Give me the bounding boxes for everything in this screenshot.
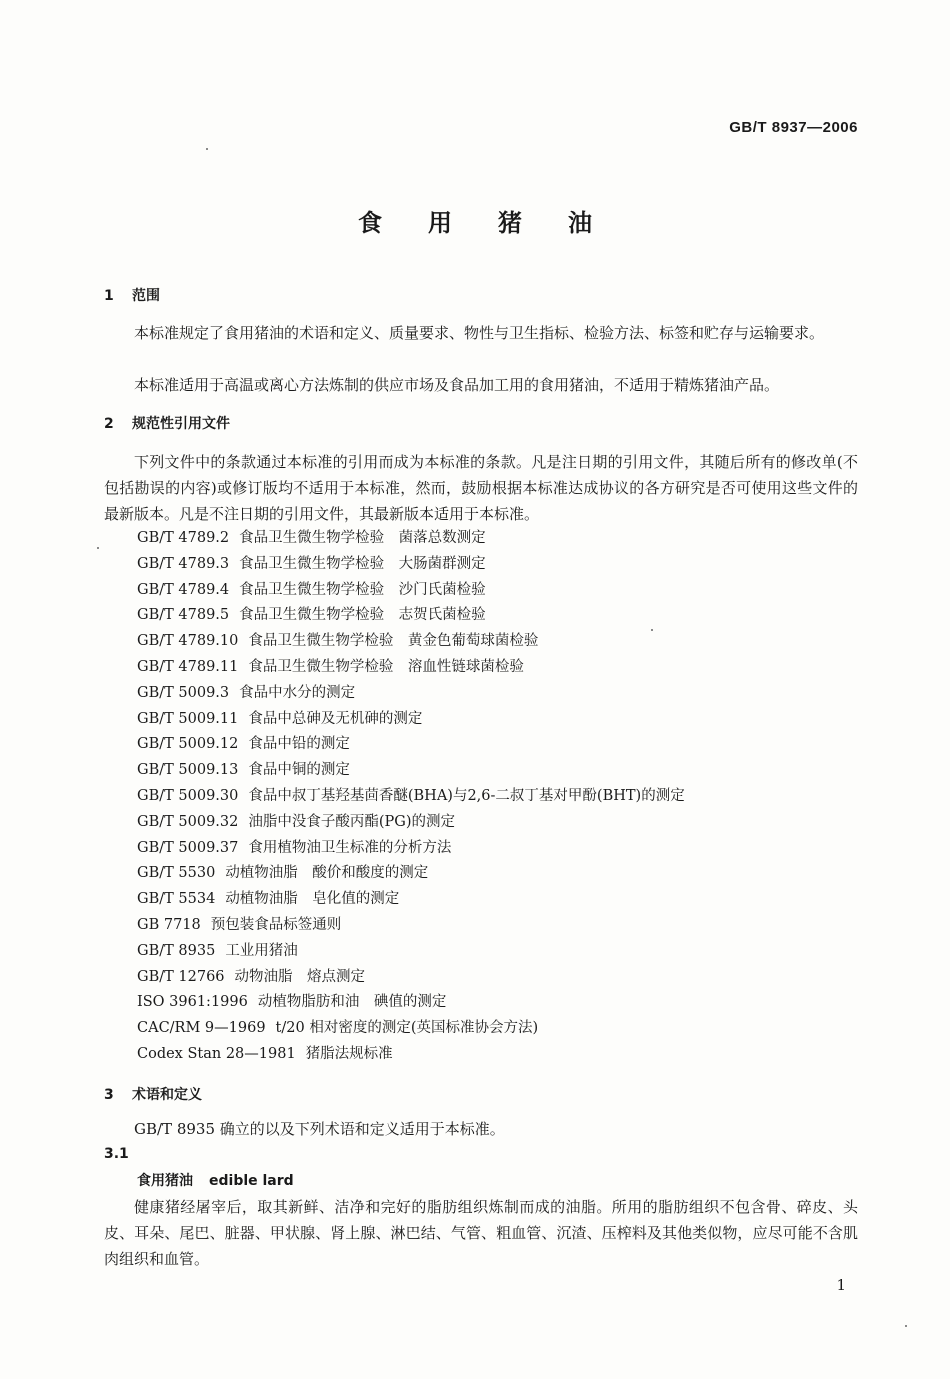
reference-item bbox=[137, 758, 857, 784]
reference-item bbox=[137, 578, 857, 604]
reference-item bbox=[137, 681, 857, 707]
reference-item bbox=[137, 732, 857, 758]
reference-item bbox=[137, 965, 857, 991]
scope-paragraph-2: 本标准适用于高温或离心方法炼制的供应市场及食品加工用的食用猪油，不适用于精炼猪油产品。 bbox=[134, 376, 780, 394]
reference-item bbox=[137, 603, 857, 629]
reference-item bbox=[137, 1016, 857, 1042]
reference-code: GB/T 5530 bbox=[137, 865, 216, 882]
reference-code: GB 7718 bbox=[137, 916, 201, 933]
page-number: 1 bbox=[836, 1276, 846, 1294]
section-title: 规范性引用文件 bbox=[132, 416, 230, 432]
reference-name: 食品卫生微生物学检验 溶血性链球菌检验 bbox=[248, 658, 524, 675]
reference-code: Codex Stan 28—1981 bbox=[137, 1045, 296, 1062]
reference-code: CAC/RM 9—1969 bbox=[137, 1020, 266, 1037]
references-intro: 下列文件中的条款通过本标准的引用而成为本标准的条款。凡是注日期的引用文件，其随后所有的修改单(不包括勘误的内容)或修订版均不适用于本标准，然而，鼓励根据本标准达成协议的各方研究是否可使用这些文件的最新版本。凡是不注日期的引用文件，其最新版本适用于本标准。 bbox=[104, 453, 858, 523]
section-number: 3 bbox=[104, 1087, 114, 1103]
reference-code: GB/T 5009.13 bbox=[137, 762, 239, 779]
reference-item bbox=[137, 939, 857, 965]
reference-code: GB/T 4789.2 bbox=[137, 530, 230, 546]
reference-item bbox=[137, 913, 857, 939]
reference-code: ISO 3961:1996 bbox=[137, 994, 248, 1011]
section-3-heading bbox=[104, 1084, 202, 1104]
reference-code: GB/T 5009.32 bbox=[137, 813, 239, 830]
reference-code: GB/T 5009.37 bbox=[137, 839, 239, 856]
reference-item bbox=[137, 552, 857, 578]
reference-name: 食品卫生微生物学检验 黄金色葡萄球菌检验 bbox=[248, 633, 539, 650]
reference-code: GB/T 4789.4 bbox=[137, 581, 230, 598]
term-english: edible lard bbox=[209, 1173, 294, 1189]
reference-code: GB/T 4789.10 bbox=[137, 633, 239, 650]
reference-item bbox=[137, 836, 857, 862]
section-1-heading bbox=[104, 285, 160, 305]
reference-list bbox=[137, 526, 857, 1068]
reference-item bbox=[137, 526, 857, 552]
scan-speck bbox=[905, 1325, 907, 1327]
reference-item bbox=[137, 1042, 857, 1068]
reference-name: 食品中水分的测定 bbox=[239, 684, 356, 701]
section-number: 1 bbox=[104, 288, 114, 304]
reference-name: 预包装食品标签通则 bbox=[210, 916, 342, 933]
reference-name: 工业用猪油 bbox=[225, 942, 298, 959]
term-chinese: 食用猪油 bbox=[137, 1173, 193, 1189]
reference-code: GB/T 5009.3 bbox=[137, 684, 230, 701]
reference-item bbox=[137, 990, 857, 1016]
standard-code: GB/T 8937—2006 bbox=[729, 119, 858, 136]
reference-name: 食品中叔丁基羟基茴香醚(BHA)与2,6-二叔丁基对甲酚(BHT)的测定 bbox=[248, 787, 685, 804]
page-title: 食用猪油 bbox=[358, 209, 638, 237]
reference-name: 猪脂法规标准 bbox=[305, 1045, 393, 1062]
reference-code: GB/T 4789.3 bbox=[137, 555, 230, 572]
scope-paragraph-1: 本标准规定了食用猪油的术语和定义、质量要求、物性与卫生指标、检验方法、标签和贮存与运输要求。 bbox=[134, 324, 825, 342]
reference-code: GB/T 5534 bbox=[137, 891, 216, 908]
scan-speck bbox=[206, 148, 208, 150]
reference-code: GB/T 5009.30 bbox=[137, 787, 239, 804]
term-heading bbox=[137, 1170, 294, 1190]
reference-item bbox=[137, 655, 857, 681]
reference-code: GB/T 8935 bbox=[137, 942, 216, 959]
reference-name: 动植物油脂 皂化值的测定 bbox=[225, 891, 400, 908]
reference-item bbox=[137, 810, 857, 836]
clause-number: 3.1 bbox=[104, 1146, 129, 1162]
reference-name: t/20 相对密度的测定(英国标准协会方法) bbox=[275, 1020, 539, 1037]
scan-speck bbox=[651, 629, 653, 631]
reference-code: GB/T 4789.5 bbox=[137, 607, 230, 624]
reference-name: 油脂中没食子酸丙酯(PG)的测定 bbox=[248, 813, 456, 830]
reference-item bbox=[137, 861, 857, 887]
terms-intro: GB/T 8935 确立的以及下列术语和定义适用于本标准。 bbox=[134, 1120, 505, 1138]
section-2-heading bbox=[104, 413, 230, 433]
reference-name: 动物油脂 熔点测定 bbox=[234, 968, 366, 985]
reference-name: 食品中铅的测定 bbox=[248, 736, 350, 753]
reference-code: GB/T 5009.11 bbox=[137, 710, 239, 727]
reference-name: 食品卫生微生物学检验 菌落总数测定 bbox=[239, 530, 486, 546]
reference-code: GB/T 5009.12 bbox=[137, 736, 239, 753]
reference-code: GB/T 12766 bbox=[137, 968, 225, 985]
reference-name: 食用植物油卫生标准的分析方法 bbox=[248, 839, 452, 856]
scan-speck bbox=[97, 547, 99, 549]
reference-item bbox=[137, 887, 857, 913]
reference-item bbox=[137, 629, 857, 655]
reference-name: 食品卫生微生物学检验 大肠菌群测定 bbox=[239, 555, 486, 572]
reference-name: 食品中总砷及无机砷的测定 bbox=[248, 710, 423, 727]
reference-name: 食品中铜的测定 bbox=[248, 762, 350, 779]
reference-name: 动植物脂肪和油 碘值的测定 bbox=[257, 994, 447, 1011]
section-number: 2 bbox=[104, 416, 114, 432]
reference-code: GB/T 4789.11 bbox=[137, 658, 239, 675]
reference-name: 食品卫生微生物学检验 沙门氏菌检验 bbox=[239, 581, 486, 598]
reference-item bbox=[137, 707, 857, 733]
term-definition: 健康猪经屠宰后，取其新鲜、洁净和完好的脂肪组织炼制而成的油脂。所用的脂肪组织不包含骨、碎皮、头皮、耳朵、尾巴、脏器、甲状腺、肾上腺、淋巴结、气管、粗血管、沉渣、压榨料及其他类似物，应尽可能不含肌肉组织和血管。 bbox=[104, 1198, 858, 1268]
reference-name: 动植物油脂 酸价和酸度的测定 bbox=[225, 865, 429, 882]
section-title: 术语和定义 bbox=[132, 1087, 202, 1103]
reference-name: 食品卫生微生物学检验 志贺氏菌检验 bbox=[239, 607, 486, 624]
section-title: 范围 bbox=[132, 288, 160, 304]
reference-item bbox=[137, 784, 857, 810]
